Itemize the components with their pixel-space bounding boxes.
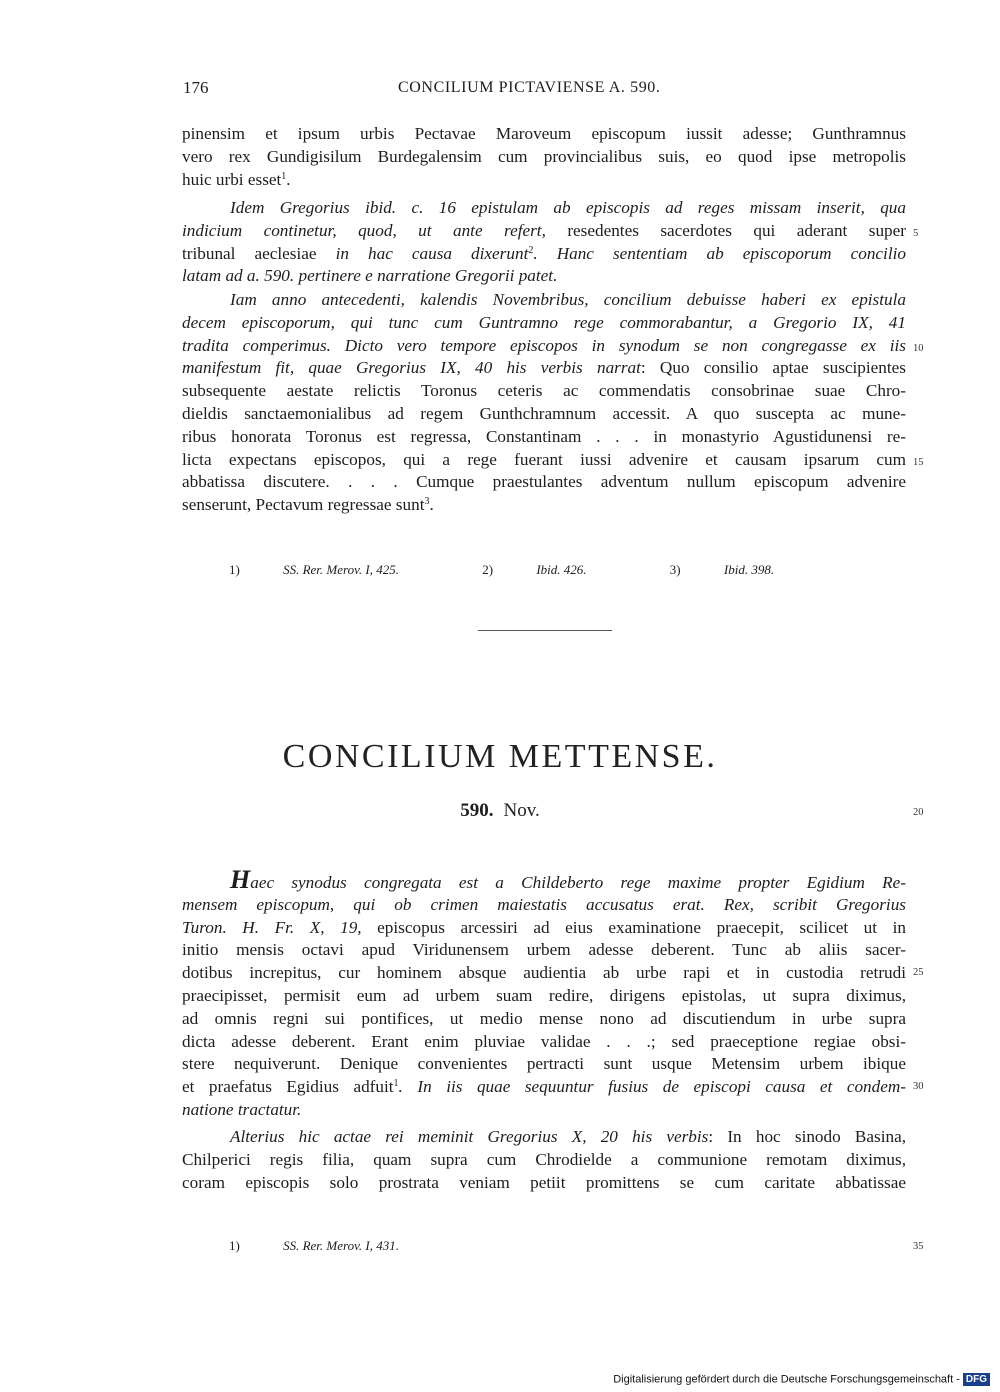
section2-paragraph-2 — [182, 1126, 906, 1194]
line-number: 30 — [913, 1081, 924, 1092]
text-line — [182, 243, 906, 266]
footnotes — [229, 562, 854, 578]
section-divider — [478, 630, 612, 631]
text-line: dicta adesse deberent. Erant enim pluviae validae . . .; sed praeceptione regiae obsi- — [182, 1031, 906, 1051]
text-line: Idem Gregorius ibid. c. 16 epistulam ab episcopis ad reges missam inserit, qua — [230, 198, 906, 217]
text-line: abbatissa discutere. . . . Cumque praestulantes adventum nullum episcopum advenire — [182, 472, 906, 492]
text-run: senserunt, Pectavum regressae sunt — [182, 495, 425, 515]
text-line: tradita comperimus. Dicto vero tempore episcopos in synodum se non congregasse ex iis — [182, 335, 906, 355]
footnote-text: Ibid. 426. — [536, 562, 587, 577]
text-line: decem episcoporum, qui tunc cum Guntramno rege commorabantur, a Gregorio IX, 41 — [182, 312, 906, 332]
date-year: 590. — [460, 800, 494, 821]
line-number: 15 — [913, 457, 924, 468]
text-run: Turon. H. Fr. X, 19, — [182, 917, 362, 937]
text-run: episcopus arcessiri ad eius examinatione praecepit, scilicet ut in — [361, 917, 906, 937]
text-run: in hac causa dixerunt — [335, 243, 529, 263]
text-line: Chilperici regis filia, quam supra cum Chrodielde a communione remotam diximus, — [182, 1149, 906, 1169]
text-line: coram episcopis solo prostrata veniam petiit promittens se cum caritate abbatissae — [182, 1172, 906, 1192]
text-run: tribunal aeclesiae — [182, 243, 336, 263]
text-run: : In hoc sinodo Basina, — [708, 1127, 906, 1146]
text-line — [182, 1126, 906, 1149]
text-run: huic urbi esset — [182, 169, 282, 189]
line-number: 10 — [913, 343, 924, 354]
line-number: 5 — [913, 228, 919, 239]
date-month: Nov. — [503, 800, 540, 821]
header-title: CONCILIUM PICTAVIENSE A. 590. — [398, 79, 661, 96]
text-run: Alterius hic actae rei meminit Gregorius X, 20 his verbis — [230, 1127, 709, 1146]
footnote-ref: 2 — [528, 244, 534, 256]
text-line: dieldis sanctaemonialibus ad regem Gunthchramnum accessit. A quo suscepta ac mune- — [182, 403, 906, 423]
text-run: . In iis quae sequuntur fusius de episcopi causa et condem- — [398, 1077, 906, 1097]
text-line — [182, 494, 906, 517]
footnote-number: 1) — [229, 1238, 240, 1253]
text-line: ad omnis regni sui pontifices, ut medio mense nono ad discutiendum in urbe supra — [182, 1008, 906, 1028]
section1-paragraph-3 — [182, 289, 906, 517]
text-line: praecipisset, permisit eum ad urbem suam redire, dirigens epistolas, ut supra diximus, — [182, 985, 906, 1005]
text-run: resedentes sacerdotes qui aderant super — [545, 220, 906, 240]
footnotes — [229, 1238, 479, 1254]
footnote-number: 2) — [482, 562, 494, 577]
text-line: dotibus increpitus, cur hominem absque audientia ab urbe rapi et in custodia retrudi — [182, 963, 906, 983]
footnote — [229, 1238, 439, 1253]
text-line — [182, 357, 906, 380]
funding-notice — [613, 1373, 990, 1386]
text-line — [182, 1076, 906, 1099]
footnote-text: SS. Rer. Merov. I, 431. — [283, 1238, 399, 1253]
text-run: manifestum fit, quae Gregorius IX, 40 his verbis narrat — [182, 358, 641, 378]
footnote-ref: 3 — [424, 496, 430, 508]
initial-letter: H — [230, 865, 251, 894]
footnote-text: SS. Rer. Merov. I, 425. — [283, 562, 399, 577]
page-number: 176 — [183, 78, 209, 97]
footnote-number: 3) — [669, 562, 681, 577]
footnote-text: Ibid. 398. — [723, 562, 775, 577]
section2-paragraph-1 — [182, 865, 906, 1122]
text-run: aec synodus congregata est a Childeberto rege maxime propter Egidium Re- — [250, 873, 906, 892]
running-head — [0, 78, 1000, 102]
text-run: et praefatus Egidius adfuit — [182, 1077, 394, 1097]
text-line: stere nequiverunt. Denique convenientes pertracti sunt usque Metensim urbem ibique — [182, 1054, 906, 1074]
footnote-ref: 1 — [393, 1078, 399, 1090]
text-line: pinensim et ipsum urbis Pectavae Maroveum episcopum iussit adesse; Gunthramnus — [182, 124, 906, 143]
text-run: . Hanc sententiam ab episcoporum concilio — [533, 243, 906, 263]
footnote-number: 1) — [229, 562, 240, 577]
text-run: . — [286, 169, 291, 189]
text-line: vero rex Gundigisilum Burdegalensim cum provincialibus suis, eo quod ipse metropolis — [182, 146, 906, 166]
text-line: Iam anno antecedenti, kalendis Novembribus, concilium debuisse haberi ex epistula — [230, 290, 906, 309]
text-line: subsequente aestate relictis Toronus ceteris ac commendatis consobrinae suae Chro- — [182, 381, 906, 401]
footnote — [670, 562, 814, 577]
text-line — [182, 169, 906, 192]
section1-paragraph-1 — [182, 123, 906, 191]
text-run: indicium continetur, quod, ut ante refert, — [182, 220, 546, 240]
section1-paragraph-2 — [182, 197, 906, 288]
line-number: 20 — [913, 807, 924, 818]
date-line — [0, 800, 1000, 822]
footnote-ref: 1 — [281, 170, 287, 182]
text-line: licta expectans episcopos, qui a rege fuerant iussi advenire et causam ipsarum cum — [182, 449, 906, 469]
footnote — [229, 562, 439, 577]
dfg-logo: DFG — [963, 1373, 990, 1386]
footnote — [482, 562, 626, 577]
text-line: latam ad a. 590. pertinere e narratione Gregorii patet. — [182, 266, 558, 286]
text-line: ribus honorata Toronus est regressa, Constantinam . . . in monastyrio Agustidunensi re- — [182, 426, 906, 446]
text-line — [182, 220, 906, 243]
text-line — [182, 917, 906, 940]
text-run: : Quo consilio aptae suscipientes — [640, 358, 906, 378]
text-line: mensem episcopum, qui ob crimen maiestatis accusatus erat. Rex, scribit Gregorius — [182, 894, 906, 914]
text-line: natione tractatur. — [182, 1099, 302, 1119]
line-number: 25 — [913, 967, 924, 978]
line-number: 35 — [913, 1241, 924, 1252]
funding-text: Digitalisierung gefördert durch die Deutsche Forschungsgemeinschaft - — [613, 1373, 960, 1386]
section-title: CONCILIUM METTENSE. — [282, 738, 718, 775]
text-line: initio mensis octavi apud Viridunensem urbem adesse deberent. Tunc ab aliis sacer- — [182, 940, 906, 960]
text-run: . — [429, 495, 434, 515]
text-line — [182, 865, 906, 894]
